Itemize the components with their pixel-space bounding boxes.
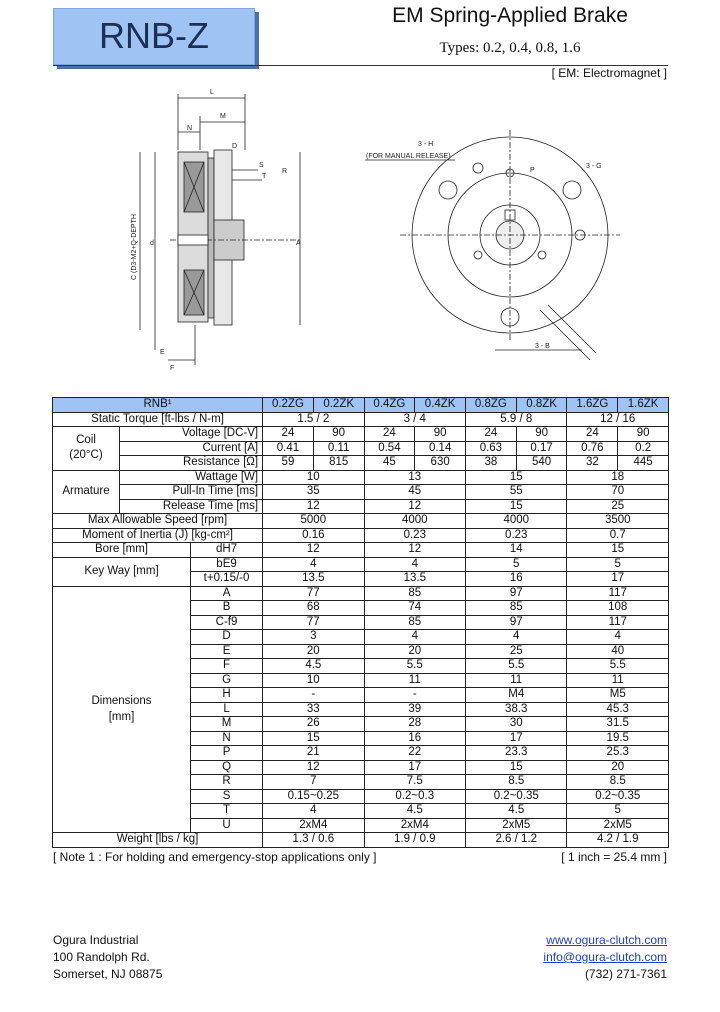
table-cell: 5 — [567, 804, 669, 819]
dim-M-label: M — [220, 113, 226, 120]
table-cell: 4 — [466, 630, 567, 645]
dim-L-label: L — [210, 89, 214, 96]
row-label: Voltage [DC-V] — [119, 427, 262, 442]
hole-3G-label: 3 - G — [586, 163, 602, 170]
dim-D-label: D — [232, 143, 238, 150]
table-cell: 3 — [263, 630, 364, 645]
table-row: Coil (20°C) Voltage [DC-V] 24 90 24 90 24 90 24 90 — [53, 427, 669, 442]
side-view-drawing — [140, 94, 300, 365]
row-sublabel: D — [191, 630, 263, 645]
row-label: Current [A] — [119, 441, 262, 456]
row-sublabel: S — [191, 789, 263, 804]
table-cell: 8.5 — [466, 775, 567, 790]
table-cell: 15 — [466, 760, 567, 775]
table-cell: 85 — [466, 601, 567, 616]
table-row: Current [A] 0.41 0.11 0.54 0.14 0.63 0.17 0.76 0.2 — [53, 441, 669, 456]
row-sublabel: N — [191, 731, 263, 746]
note-1: [ Note 1 : For holding and emergency-stop applications only ] — [53, 850, 377, 864]
header-model: 1.6ZK — [618, 398, 669, 413]
table-row: Max Allowable Speed [rpm] 5000 4000 4000 3500 — [53, 514, 669, 529]
row-label: Weight [lbs / kg] — [53, 833, 263, 848]
row-label: Moment of Inertia (J) [kg-cm²] — [53, 528, 263, 543]
company-street: 100 Randolph Rd. — [53, 950, 150, 964]
header-model: 1.6ZG — [567, 398, 618, 413]
table-row: Pull-In Time [ms] 35 45 55 70 — [53, 485, 669, 500]
table-cell: 20 — [364, 644, 465, 659]
table-cell: 45.3 — [567, 702, 669, 717]
table-cell: 2xM5 — [567, 818, 669, 833]
table-cell: 28 — [364, 717, 465, 732]
table-header-row — [53, 398, 669, 413]
table-cell: 68 — [263, 601, 364, 616]
table-cell: 4 — [263, 804, 364, 819]
dim-T-label: T — [262, 173, 267, 180]
table-cell: 17 — [466, 731, 567, 746]
table-row: Armature Wattage [W] 10 13 15 18 — [53, 470, 669, 485]
table-cell: 4 — [364, 630, 465, 645]
table-cell: 11 — [466, 673, 567, 688]
table-cell: 33 — [263, 702, 364, 717]
table-cell: 7 — [263, 775, 364, 790]
company-city: Somerset, NJ 08875 — [53, 967, 163, 981]
table-cell: 30 — [466, 717, 567, 732]
manual-release-label: (FOR MANUAL RELEASE) — [366, 153, 451, 160]
row-sublabel: R — [191, 775, 263, 790]
row-sublabel: C-f9 — [191, 615, 263, 630]
coil-group-label: Coil (20°C) — [53, 427, 120, 471]
row-sublabel: t+0.15/-0 — [191, 572, 263, 587]
table-cell: 2xM4 — [263, 818, 364, 833]
dim-C-label: C (D3-M2+Q-DEPTH — [131, 214, 138, 280]
spec-table — [52, 397, 669, 848]
hole-3B-label: 3 - B — [535, 343, 550, 350]
header-model: 0.8ZK — [516, 398, 567, 413]
table-cell: 31.5 — [567, 717, 669, 732]
table-cell: 77 — [263, 586, 364, 601]
table-cell: 39 — [364, 702, 465, 717]
row-label: Wattage [W] — [119, 470, 262, 485]
row-sublabel: bE9 — [191, 557, 263, 572]
row-sublabel: A — [191, 586, 263, 601]
dim-bore-label: d — [150, 240, 154, 247]
table-cell: 21 — [263, 746, 364, 761]
table-cell: 11 — [567, 673, 669, 688]
phone-number: (732) 271-7361 — [584, 967, 667, 981]
dim-P-label: P — [530, 167, 535, 174]
table-cell: 19.5 — [567, 731, 669, 746]
company-name: Ogura Industrial — [53, 933, 139, 947]
dimensions-group-label: Dimensions [mm] — [53, 586, 191, 833]
table-cell: 20 — [263, 644, 364, 659]
table-cell: 97 — [466, 615, 567, 630]
table-row: Release Time [ms] 12 12 15 25 — [53, 499, 669, 514]
table-cell: 108 — [567, 601, 669, 616]
row-sublabel: U — [191, 818, 263, 833]
dim-E-label: E — [160, 349, 165, 356]
row-sublabel: P — [191, 746, 263, 761]
header-model: 0.4ZG — [364, 398, 415, 413]
table-row: Weight [lbs / kg] 1.3 / 0.6 1.9 / 0.9 2.6 / 1.2 4.2 / 1.9 — [53, 833, 669, 848]
technical-drawing — [0, 80, 720, 390]
row-sublabel: Q — [191, 760, 263, 775]
table-cell: 0.2~0.3 — [364, 789, 465, 804]
row-sublabel: H — [191, 688, 263, 703]
table-row — [53, 586, 669, 601]
row-label: Release Time [ms] — [119, 499, 262, 514]
table-cell: 20 — [567, 760, 669, 775]
email-link[interactable]: info@ogura-clutch.com — [543, 950, 667, 964]
table-cell: 38.3 — [466, 702, 567, 717]
table-cell: 85 — [364, 586, 465, 601]
table-cell: 25.3 — [567, 746, 669, 761]
table-cell: 4.5 — [364, 804, 465, 819]
table-cell: 15 — [263, 731, 364, 746]
row-label: Bore [mm] — [53, 543, 191, 558]
table-row: Static Torque [ft-lbs / N-m] 1.5 / 2 3 / 4 5.9 / 8 12 / 16 — [53, 412, 669, 427]
dim-F-label: F — [170, 365, 175, 372]
table-cell: 22 — [364, 746, 465, 761]
table-cell: 7.5 — [364, 775, 465, 790]
table-row: Bore [mm] dH7 12 12 14 15 — [53, 543, 669, 558]
model-box — [53, 8, 255, 65]
table-cell: 0.15~0.25 — [263, 789, 364, 804]
table-cell: 0.2~0.35 — [466, 789, 567, 804]
table-cell: 117 — [567, 615, 669, 630]
table-cell: 26 — [263, 717, 364, 732]
table-cell: 5.5 — [466, 659, 567, 674]
table-row: Moment of Inertia (J) [kg-cm²] 0.16 0.23 0.23 0.7 — [53, 528, 669, 543]
keyway-group-label: Key Way [mm] — [53, 557, 191, 586]
row-sublabel: dH7 — [191, 543, 263, 558]
dim-R-label: R — [282, 168, 288, 175]
table-cell: 5.5 — [364, 659, 465, 674]
table-cell: 77 — [263, 615, 364, 630]
row-sublabel: G — [191, 673, 263, 688]
table-cell: 8.5 — [567, 775, 669, 790]
header-model: 0.2ZK — [313, 398, 364, 413]
header-model: 0.2ZG — [263, 398, 314, 413]
table-cell: 4.5 — [263, 659, 364, 674]
table-cell: 0.2~0.35 — [567, 789, 669, 804]
table-cell: 23.3 — [466, 746, 567, 761]
front-view-drawing — [365, 130, 620, 360]
inch-note: [ 1 inch = 25.4 mm ] — [561, 850, 667, 864]
header-rnb: RNB¹ — [53, 398, 263, 413]
table-cell: 85 — [364, 615, 465, 630]
page-title: EM Spring-Applied Brake — [392, 4, 628, 27]
header-model: 0.4ZK — [415, 398, 466, 413]
table-cell: 40 — [567, 644, 669, 659]
table-cell: 16 — [364, 731, 465, 746]
row-sublabel: M — [191, 717, 263, 732]
table-cell: 10 — [263, 673, 364, 688]
row-label: Pull-In Time [ms] — [119, 485, 262, 500]
armature-group-label: Armature — [53, 470, 120, 514]
table-cell: M5 — [567, 688, 669, 703]
row-sublabel: L — [191, 702, 263, 717]
row-sublabel: B — [191, 601, 263, 616]
table-row: Key Way [mm] bE9 4 4 5 5 — [53, 557, 669, 572]
table-cell: 117 — [567, 586, 669, 601]
website-link[interactable]: www.ogura-clutch.com — [546, 933, 667, 947]
dim-S-label: S — [259, 162, 264, 169]
table-row: t+0.15/-0 13.5 13.5 16 17 — [53, 572, 669, 587]
em-note: [ EM: Electromagnet ] — [551, 66, 667, 80]
table-cell: 11 — [364, 673, 465, 688]
table-cell: - — [364, 688, 465, 703]
table-cell: 17 — [364, 760, 465, 775]
row-label: Resistance [Ω] — [119, 456, 262, 471]
row-sublabel: E — [191, 644, 263, 659]
types-subtitle: Types: 0.2, 0.4, 0.8, 1.6 — [439, 40, 581, 56]
dim-N-label: N — [187, 125, 193, 132]
table-cell: 4.5 — [466, 804, 567, 819]
table-cell: 5.5 — [567, 659, 669, 674]
table-cell: 25 — [466, 644, 567, 659]
table-cell: 12 — [263, 760, 364, 775]
table-cell: - — [263, 688, 364, 703]
row-sublabel: T — [191, 804, 263, 819]
row-sublabel: F — [191, 659, 263, 674]
model-name: RNB-Z — [99, 15, 209, 56]
table-cell: 2xM4 — [364, 818, 465, 833]
dim-A-label: A — [296, 240, 301, 247]
table-cell: 74 — [364, 601, 465, 616]
hole-3H-label: 3 - H — [418, 141, 434, 148]
table-cell: 4 — [567, 630, 669, 645]
row-label: Static Torque [ft-lbs / N-m] — [53, 412, 263, 427]
table-cell: M4 — [466, 688, 567, 703]
table-cell: 2xM5 — [466, 818, 567, 833]
row-label: Max Allowable Speed [rpm] — [53, 514, 263, 529]
header-model: 0.8ZG — [466, 398, 517, 413]
table-row: Resistance [Ω] 59 815 45 630 38 540 32 445 — [53, 456, 669, 471]
table-cell: 97 — [466, 586, 567, 601]
